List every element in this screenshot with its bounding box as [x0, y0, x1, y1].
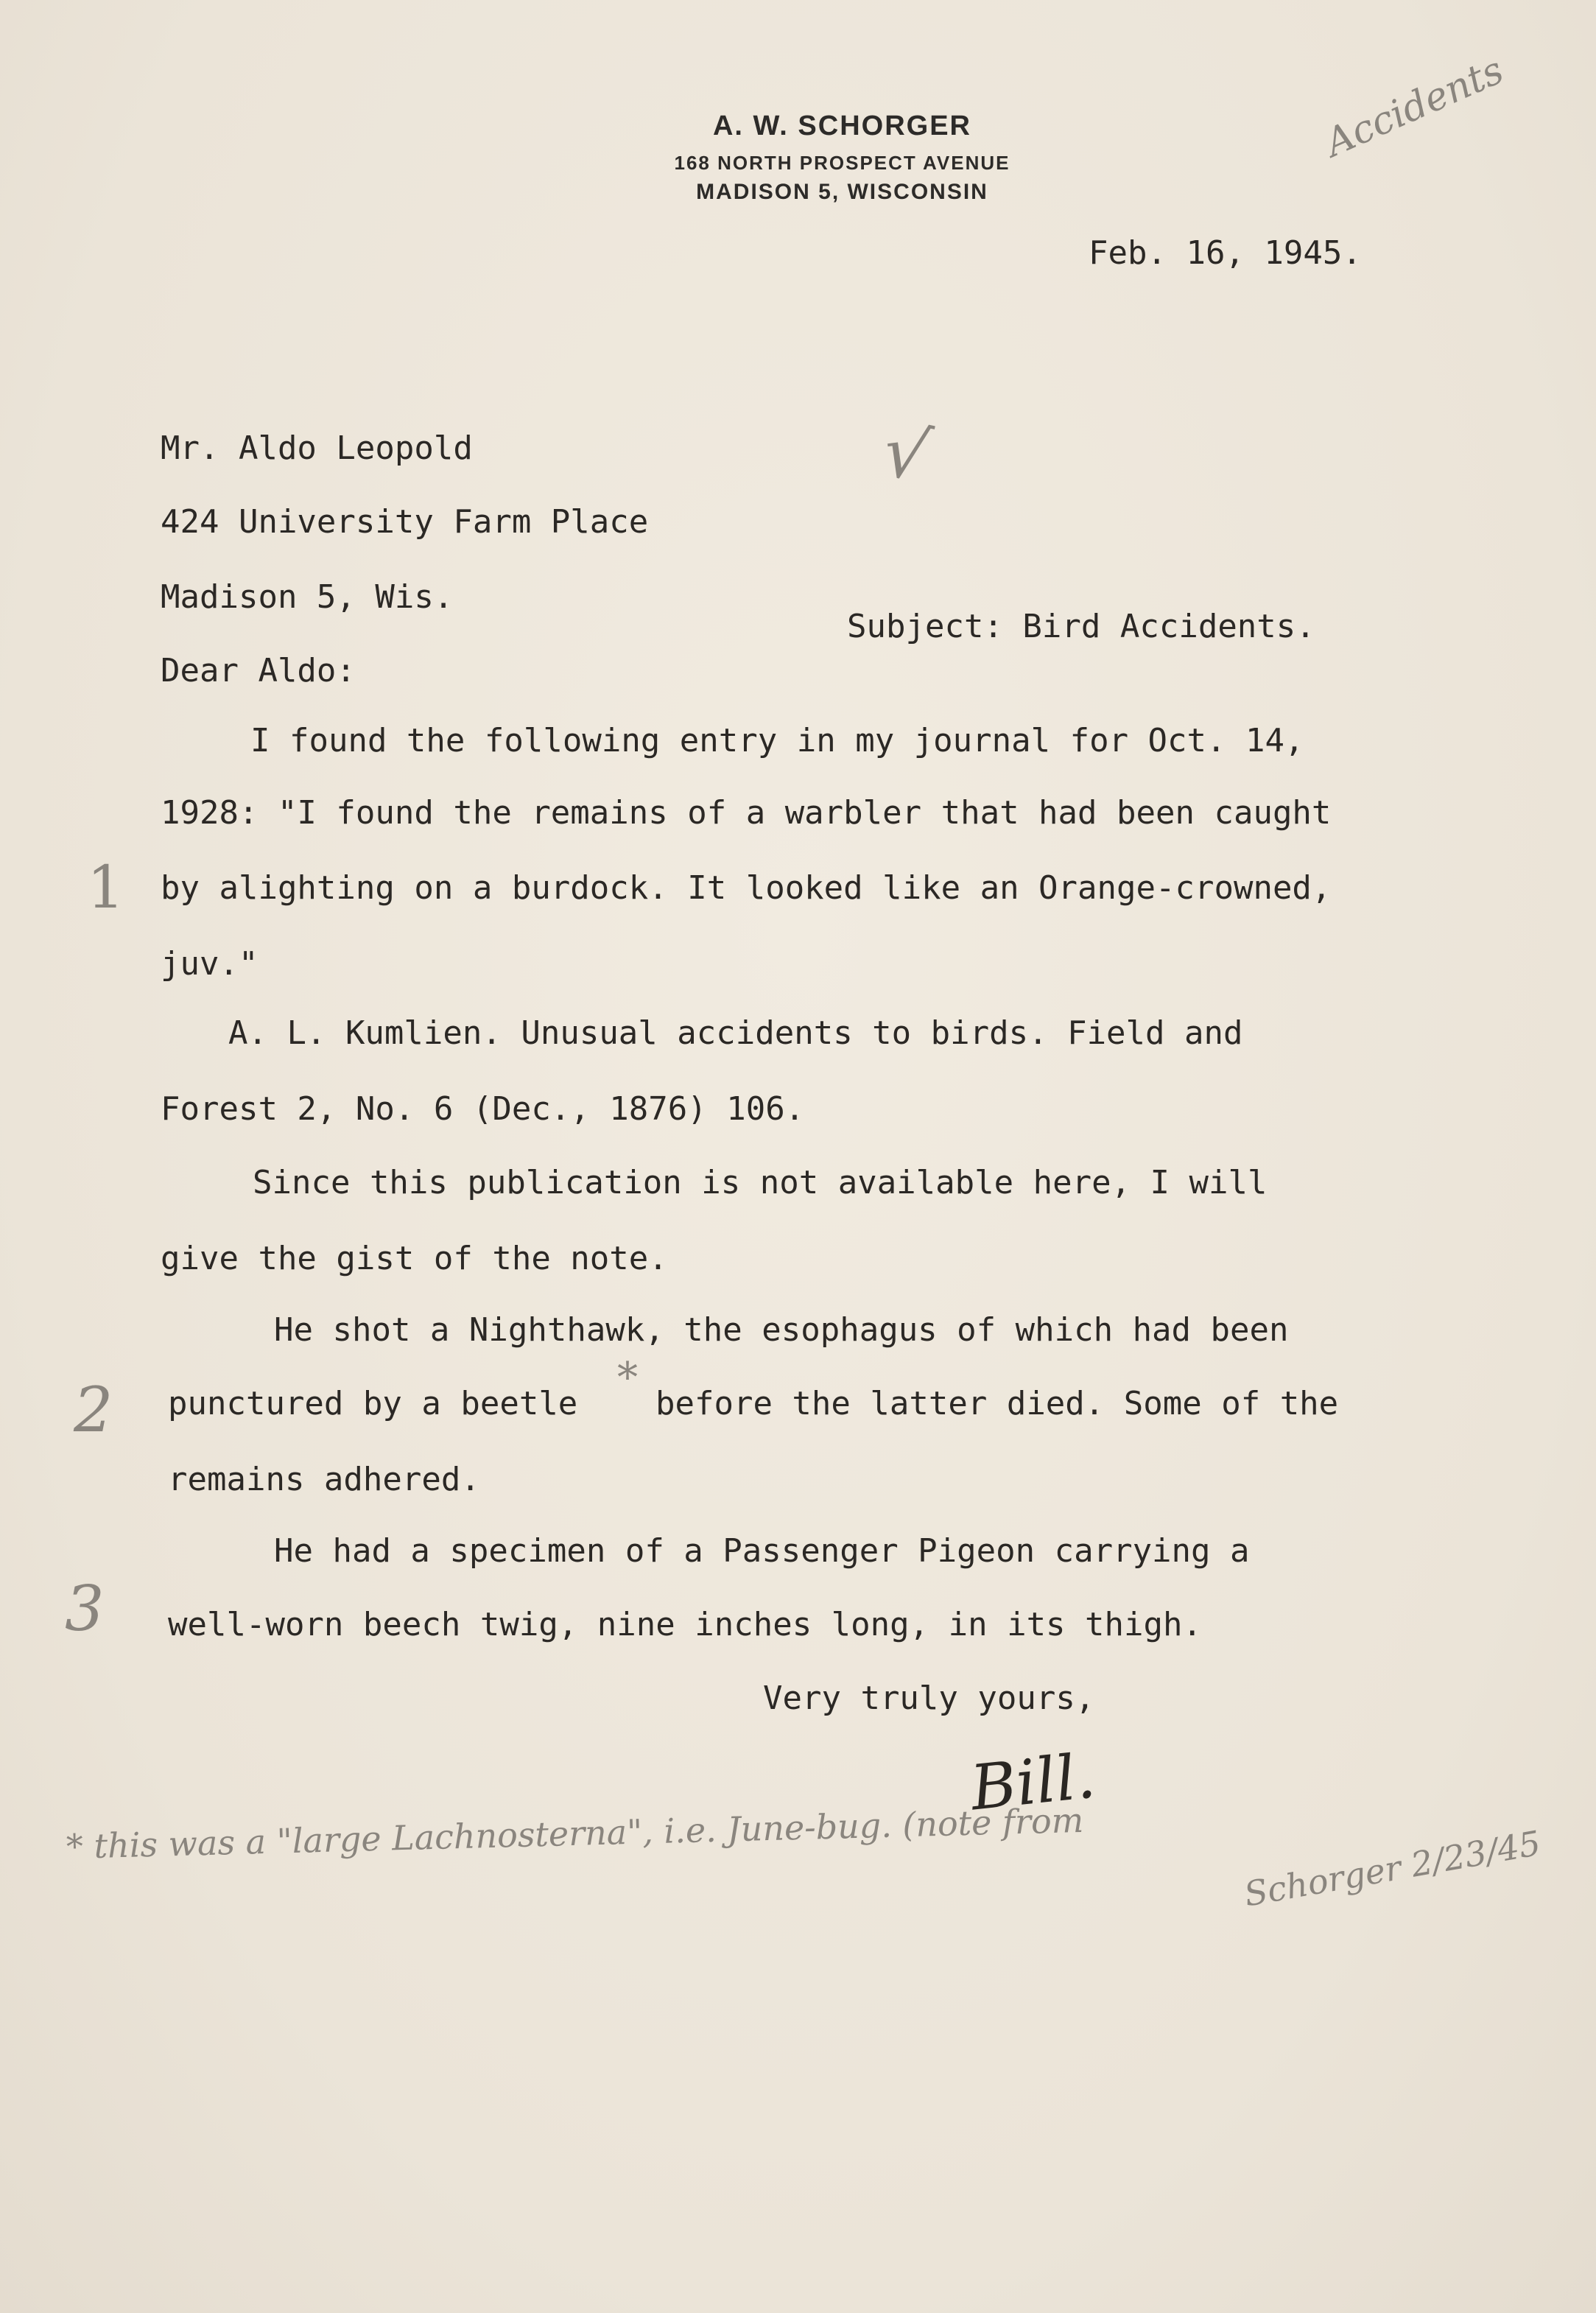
- letterhead-city: MADISON 5, WISCONSIN: [696, 180, 988, 204]
- margin-number-2: 2: [74, 1374, 113, 1446]
- body-line: 1928: "I found the remains of a warbler that had been caught: [161, 794, 1332, 832]
- letter-date: Feb. 16, 1945.: [1089, 234, 1362, 272]
- recipient-city: Madison 5, Wis.: [161, 578, 454, 616]
- asterisk-annotation: *: [617, 1354, 638, 1402]
- letterhead-name: A. W. SCHORGER: [712, 110, 972, 141]
- body-line: by alighting on a burdock. It looked like an Orange-crowned,: [161, 869, 1332, 907]
- body-line: before the latter died. Some of the: [655, 1385, 1339, 1422]
- body-line: I found the following entry in my journal for Oct. 14,: [250, 722, 1304, 759]
- footnote-line2: Schorger 2/23/45: [1241, 1822, 1544, 1914]
- body-line: well-worn beech twig, nine inches long, in its thigh.: [168, 1606, 1202, 1643]
- signature: Bill.: [967, 1739, 1099, 1825]
- body-line: punctured by a beetle: [168, 1385, 578, 1422]
- body-line: give the gist of the note.: [161, 1240, 668, 1277]
- subject-line: Subject: Bird Accidents.: [847, 608, 1315, 645]
- body-line: He had a specimen of a Passenger Pigeon carrying a: [274, 1532, 1250, 1570]
- citation-line: Forest 2, No. 6 (Dec., 1876) 106.: [161, 1090, 805, 1128]
- check-mark-annotation: √: [876, 408, 938, 499]
- citation-line: A. L. Kumlien. Unusual accidents to birds. Field and: [228, 1014, 1243, 1052]
- footnote-line1: * this was a "large Lachnosterna", i.e. June-bug. (note from: [66, 1800, 1084, 1867]
- body-line: juv.": [161, 945, 259, 983]
- body-line: He shot a Nighthawk, the esophagus of which had been: [274, 1311, 1289, 1349]
- margin-number-1: 1: [87, 853, 124, 922]
- recipient-name: Mr. Aldo Leopold: [161, 429, 473, 467]
- closing: Very truly yours,: [763, 1680, 1095, 1717]
- letterhead-street: 168 NORTH PROSPECT AVENUE: [674, 152, 1010, 174]
- body-line: remains adhered.: [168, 1461, 480, 1498]
- body-line: Since this publication is not available here, I will: [253, 1164, 1268, 1201]
- annotation-accidents: Accidents: [1318, 48, 1511, 166]
- salutation: Dear Aldo:: [161, 652, 356, 689]
- margin-number-3: 3: [65, 1573, 105, 1645]
- recipient-street: 424 University Farm Place: [161, 503, 649, 541]
